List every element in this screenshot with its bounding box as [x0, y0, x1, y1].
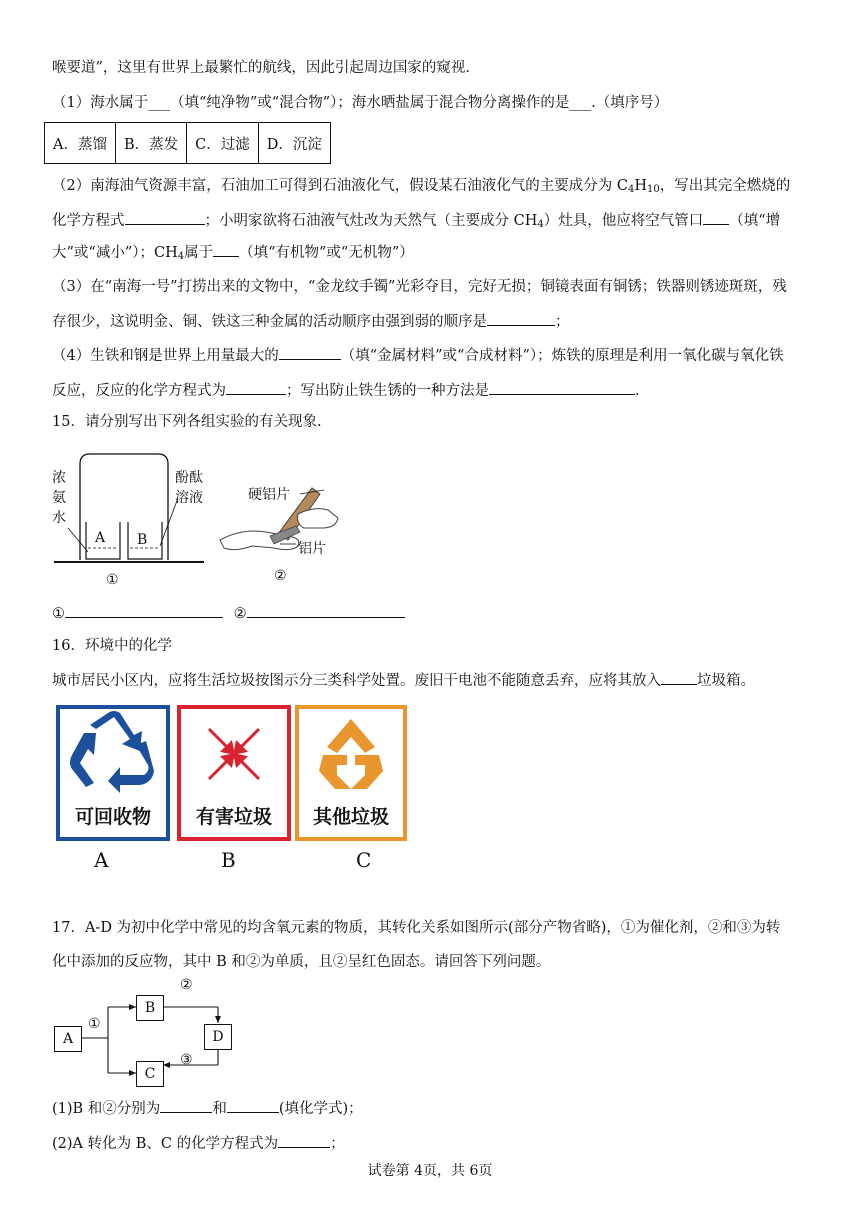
node-d: D: [204, 1024, 232, 1050]
answer-blank[interactable]: [227, 1098, 279, 1113]
other-waste-icon: [299, 709, 403, 799]
experiment-figure: [52, 448, 392, 594]
question-14-1: （1）海水属于___（填“纯净物”或“混合物”）；海水晒盐属于混合物分离操作的是___.（填序号）: [52, 95, 669, 111]
beaker-a-label: A: [95, 530, 106, 546]
question-17: 17．A-D 为初中化学中常见的均含氧元素的物质，其转化关系如图所示(部分产物省略)，①为催化剂，②和③为转: [52, 920, 781, 936]
option-c: C．过滤: [187, 123, 259, 164]
answer-blank[interactable]: [278, 1133, 330, 1148]
recycle-icon: [60, 709, 166, 799]
question-14-2: （2）南海油气资源丰富，石油加工可得到石油液化气，假设某石油液化气的主要成分为 $C_4H_{10}$，写出其完全燃烧的: [52, 178, 791, 195]
answer-blank[interactable]: [487, 311, 555, 326]
bin-label-recyclable: 可回收物: [74, 806, 151, 828]
question-17-cont: 化中添加的反应物，其中 B 和②为单质，且②呈红色固态。请回答下列问题。: [52, 954, 551, 970]
node-a: A: [54, 1026, 82, 1052]
node-c: C: [136, 1061, 164, 1087]
bin-recyclable: [56, 705, 170, 841]
option-d: D．沉淀: [258, 123, 330, 164]
answer-blank[interactable]: [661, 670, 697, 685]
question-15-answers: ① ②: [52, 603, 405, 624]
bin-hazardous: [177, 705, 291, 841]
question-14-3: （3）在“南海一号”打捞出来的文物中，“金龙纹手镯”光彩夺目，完好无损；铜镜表面有铜锈；铁器则锈迹斑斑，残: [52, 279, 787, 295]
answer-blank[interactable]: [125, 210, 205, 225]
option-b: B．蒸发: [115, 123, 186, 164]
page-footer: 试卷第 4页，共 6页: [367, 1163, 493, 1179]
answer-blank[interactable]: [160, 1098, 212, 1113]
option-a: A．蒸馏: [45, 123, 116, 164]
beaker-b-label: B: [137, 532, 148, 548]
question-14-3-cont: 存很少，这说明金、铜、铁这三种金属的活动顺序由强到弱的顺序是 ；: [52, 311, 570, 332]
hazard-arrows-icon: [181, 709, 287, 799]
label-aluminum: 铝片: [298, 541, 326, 557]
bin-other: [295, 705, 407, 841]
text-line: 喉要道”，这里有世界上最繁忙的航线，因此引起周边国家的窥视.: [52, 60, 471, 76]
caption-1: ①: [106, 572, 119, 588]
question-16-text: 城市居民小区内，应将生活垃圾按图示分三类科学处置。废旧干电池不能随意丢弃，应将其放入 垃圾箱。: [52, 670, 755, 691]
reaction-label-2: ②: [180, 977, 193, 993]
bin-label-other: 其他垃圾: [312, 806, 389, 828]
question-14-2-cont2: 大”或“减小”）；$CH_4$属于 （填“有机物”或“无机物”）: [52, 242, 414, 267]
label-phenolphthalein: 酚酞 溶液: [175, 470, 203, 506]
caption-2: ②: [274, 568, 287, 584]
question-17-2: (2)A 转化为 B、C 的化学方程式为 ；: [52, 1133, 345, 1154]
bin-label-hazardous: 有害垃圾: [195, 806, 272, 828]
label-ammonia: 浓 氨 水: [52, 470, 66, 526]
bin-caption-a: A: [94, 848, 109, 872]
question-15: 15．请分别写出下列各组实验的有关现象.: [52, 414, 322, 430]
options-table: [44, 122, 331, 164]
answer-blank[interactable]: [226, 380, 286, 395]
question-14-4-cont: 反应，反应的化学方程式为 ；写出防止铁生锈的一种方法是 .: [52, 380, 640, 401]
question-14-4: （4）生铁和钢是世界上用量最大的 （填“金属材料”或“合成材料”）；炼铁的原理是利用一氧化碳与氧化铁: [52, 345, 784, 366]
answer-blank[interactable]: [489, 380, 635, 395]
bin-caption-b: B: [221, 848, 236, 872]
reaction-label-1: ①: [88, 1016, 101, 1032]
answer-blank[interactable]: [65, 603, 223, 618]
node-b: B: [136, 995, 164, 1021]
answer-blank[interactable]: [213, 242, 239, 257]
question-16: 16．环境中的化学: [52, 638, 172, 654]
answer-blank[interactable]: [703, 210, 729, 225]
bin-caption-c: C: [356, 848, 372, 872]
question-17-1: (1)B 和②分别为 和 (填化学式)；: [52, 1098, 363, 1119]
reaction-label-3: ③: [180, 1052, 193, 1068]
answer-blank[interactable]: [279, 345, 341, 360]
answer-blank[interactable]: [247, 603, 405, 618]
label-hard-aluminum: 硬铝片: [248, 487, 290, 503]
question-14-2-cont: 化学方程式 ；小明家欲将石油液气灶改为天然气（主要成分 $CH_4$）灶具，他应将空气管口 （填“增: [52, 210, 780, 235]
